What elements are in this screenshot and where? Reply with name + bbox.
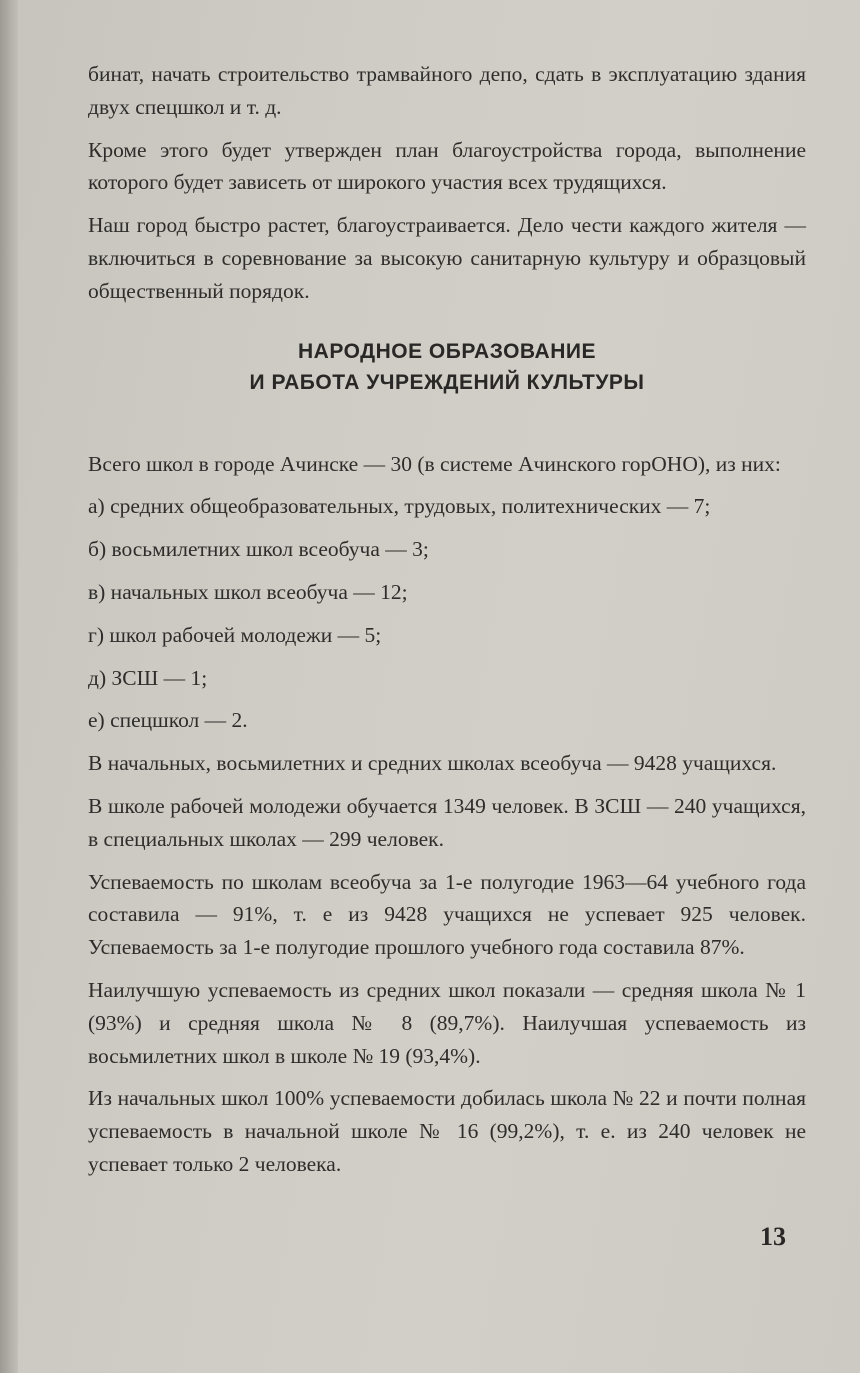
page-edge — [0, 0, 18, 1373]
paragraph-continuation: бинат, начать строительство трамвайного депо, сдать в эксплуатацию здания двух спецшкол и т. д. — [88, 62, 806, 119]
paragraph-youth-school: В школе рабочей молодежи обучается 1349 человек. В ЗСШ — 240 учащихся, в специальных школах — 299 человек. — [88, 793, 806, 851]
paragraph-schools-intro: Всего школ в городе Ачинске — 30 (в системе Ачинского горОНО), из них: — [88, 451, 781, 476]
list-item-b: б) восьмилетних школ всеобуча — 3; — [88, 537, 429, 562]
heading-line-2: И РАБОТА УЧРЕЖДЕНИЙ КУЛЬТУРЫ — [249, 370, 645, 394]
paragraph-students-total: В начальных, восьмилетних и средних школах всеобуча — 9428 учащихся. — [88, 751, 777, 776]
list-item-v: в) начальных школ всеобуча — 12; — [88, 579, 408, 604]
page-number: 13 — [760, 1222, 786, 1251]
list-item-e: е) спецшкол — 2. — [88, 708, 248, 733]
paragraph-primary-schools: Из начальных школ 100% успеваемости добилась школа № 22 и почти полная успеваемость в начальной школе № 16 (99,2%), т. е. из 240 человек не успевает только 2 человека. — [88, 1086, 806, 1176]
list-item-a: а) средних общеобразовательных, трудовых, политехнических — 7; — [88, 494, 711, 519]
list-item-g: г) школ рабочей молодежи — 5; — [88, 622, 382, 647]
heading-line-1: НАРОДНОЕ ОБРАЗОВАНИЕ — [298, 339, 596, 363]
paragraph-city-growth: Наш город быстро растет, благоустраивается. Дело чести каждого жителя — включиться в соревнование за высокую санитарную культуру и образцовый общественный порядок. — [88, 213, 806, 303]
paragraph-progress: Успеваемость по школам всеобуча за 1-е полугодие 1963—64 учебного года составила — 91%, т. е из 9428 учащихся не успевает 925 человек. Успеваемость за 1-е полугодие прошлого учебного года составила 87%. — [88, 869, 806, 960]
page-text — [88, 58, 806, 1191]
section-heading — [88, 336, 806, 398]
paragraph-best-schools: Наилучшую успеваемость из средних школ показали — средняя школа № 1 (93%) и средняя школа № 8 (89,7%). Наилучшая успеваемость из восьмилетних школ в школе № 19 (93,4%). — [88, 977, 806, 1068]
list-item-d: д) ЗСШ — 1; — [88, 665, 208, 690]
paragraph-improvement-plan: Кроме этого будет утвержден план благоустройства города, выполнение которого будет зависеть от широкого участия всех трудящихся. — [88, 137, 806, 195]
